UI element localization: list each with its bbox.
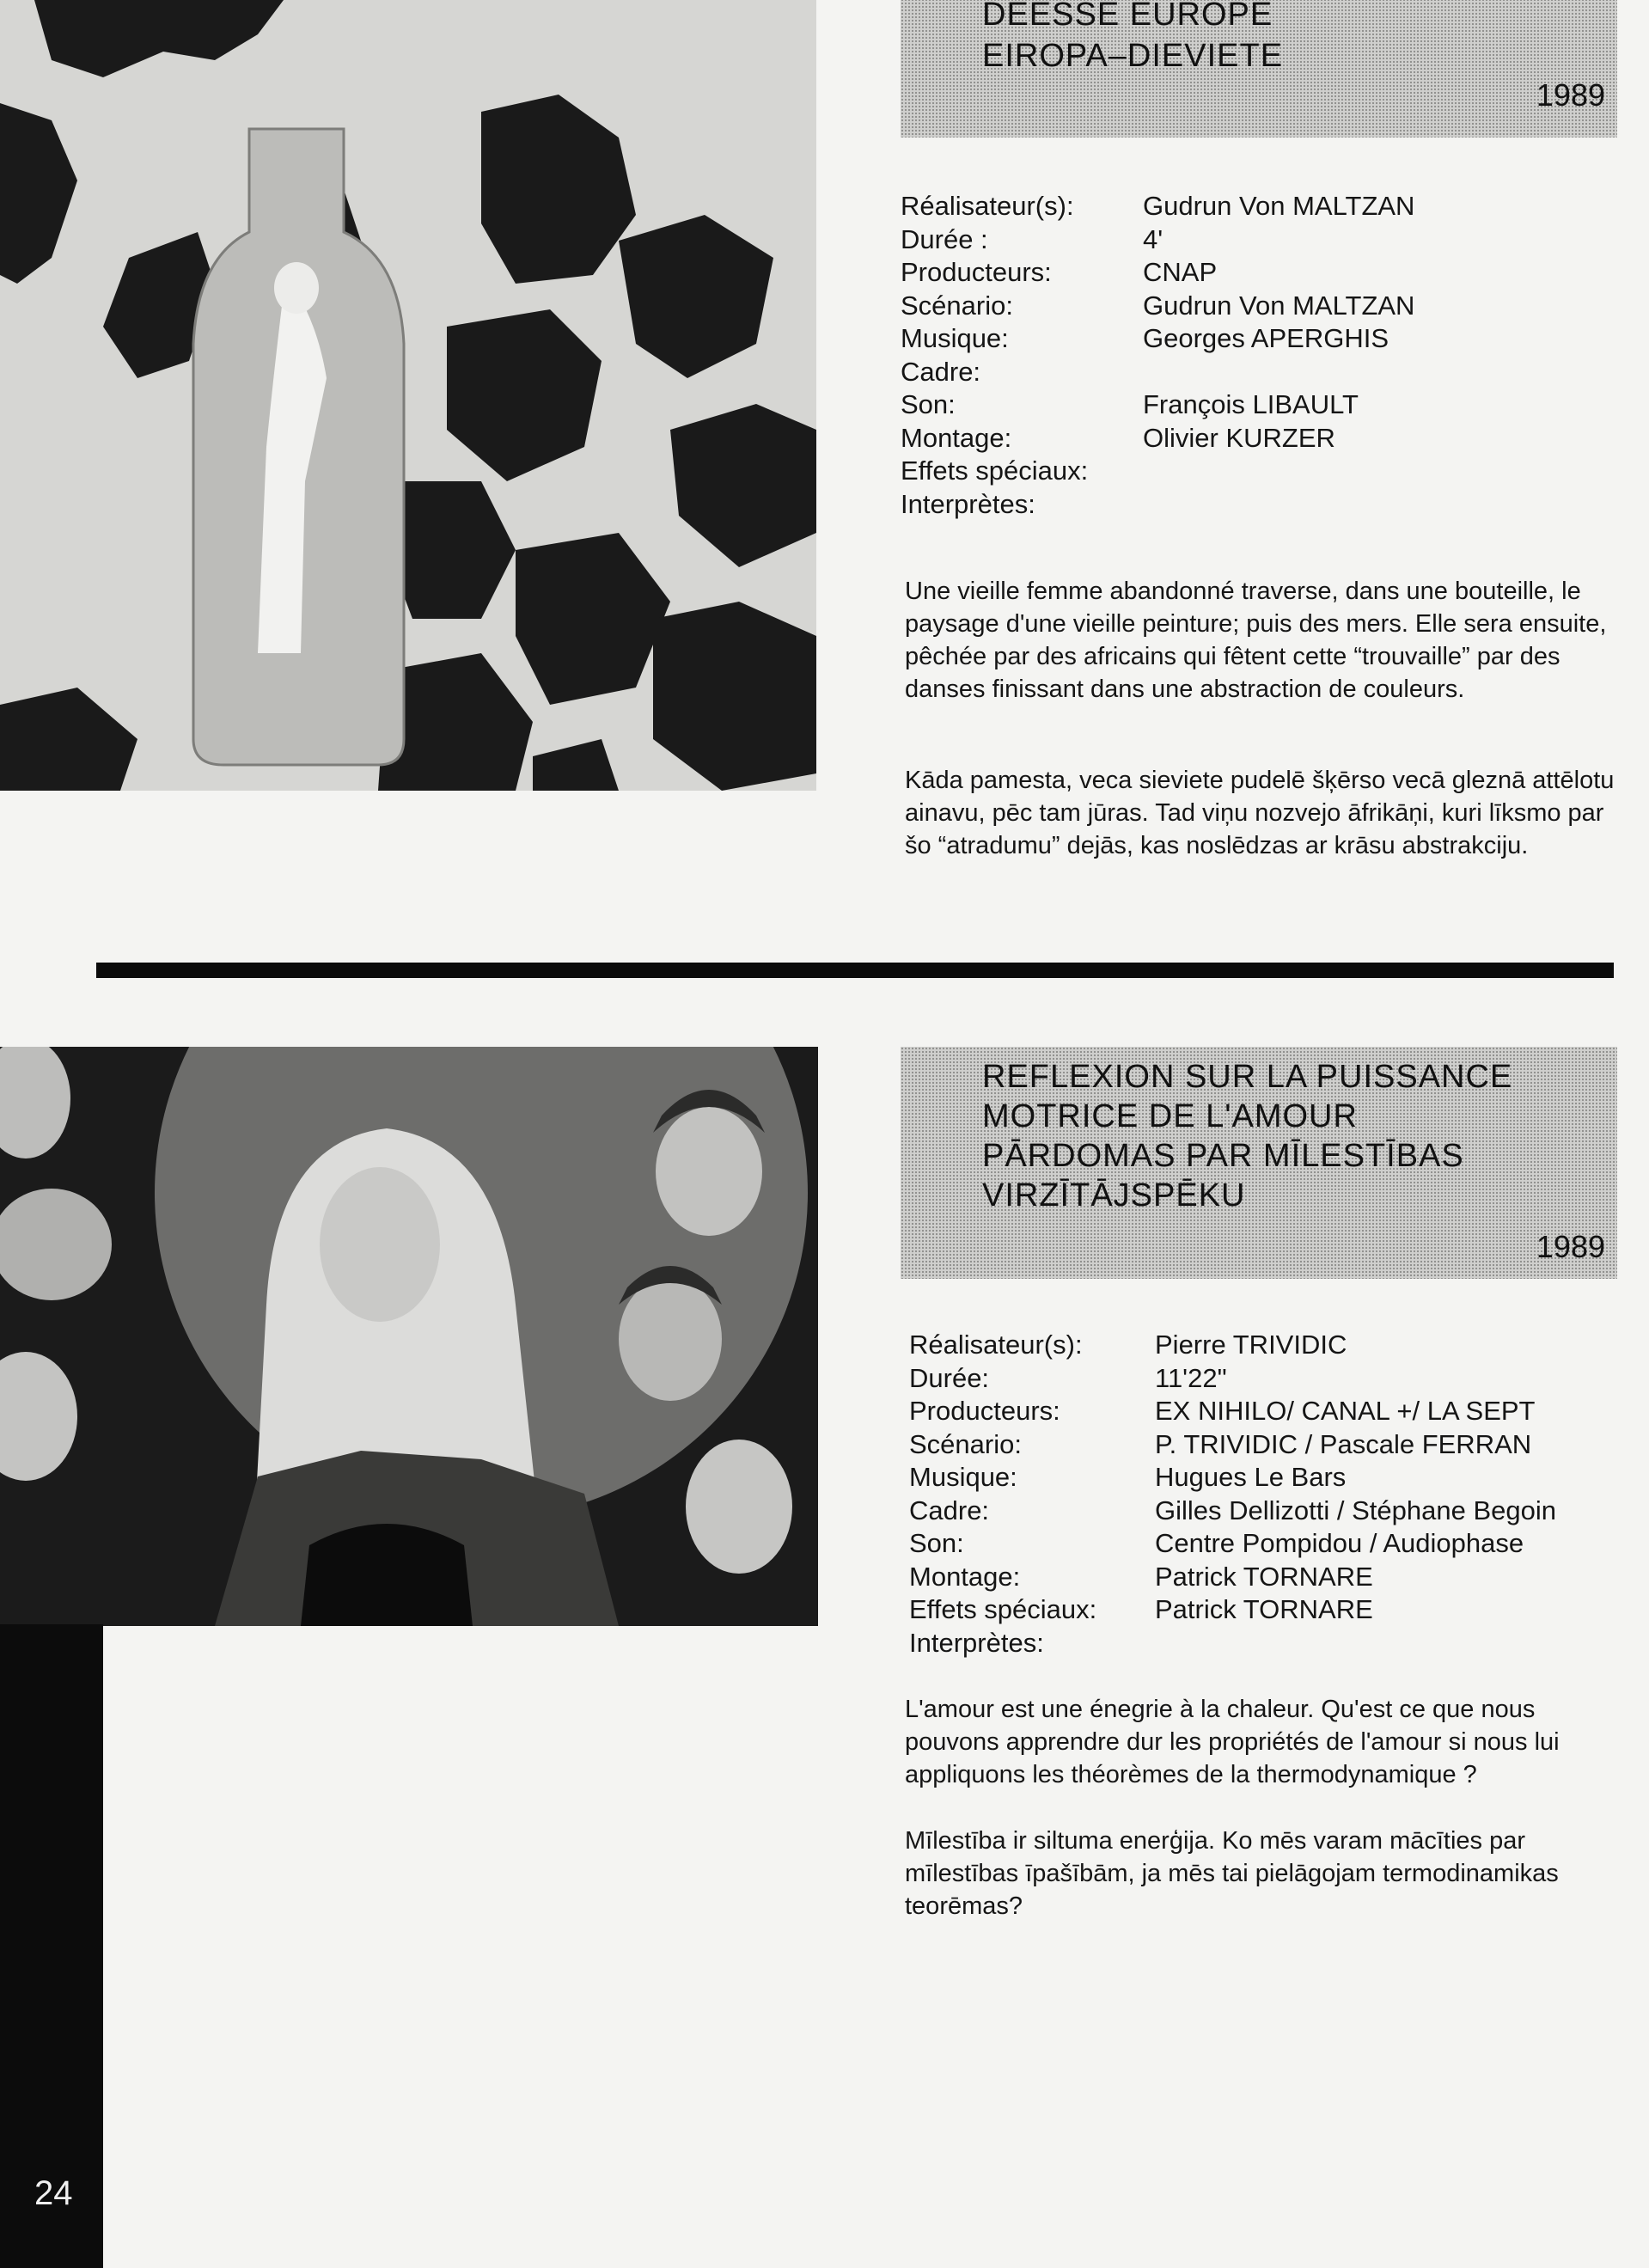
- film-still-deesse-europe: [0, 0, 816, 791]
- film2-title-line-4: VIRZĪTĀJSPĒKU: [982, 1177, 1246, 1213]
- credit-label: Cadre:: [901, 356, 981, 387]
- film1-credits: [901, 190, 1414, 521]
- credit-row: [901, 422, 1414, 455]
- film2-title-box: [901, 1047, 1617, 1279]
- film2-year: 1989: [1536, 1229, 1605, 1264]
- credit-row: [909, 1362, 1556, 1396]
- still-image-hooded-woman: [0, 1047, 818, 1626]
- credit-label: Musique:: [901, 323, 1009, 353]
- credit-label: Effets spéciaux:: [901, 455, 1089, 486]
- credit-row: [901, 223, 1414, 257]
- credit-label: Musique:: [909, 1462, 1017, 1492]
- credit-row: [909, 1527, 1556, 1561]
- credit-row: [901, 322, 1414, 356]
- credit-value: Georges APERGHIS: [1143, 323, 1389, 353]
- credit-label: Son:: [909, 1528, 964, 1558]
- credit-value: François LIBAULT: [1143, 389, 1359, 419]
- film1-year: 1989: [1536, 77, 1605, 113]
- credit-value: Centre Pompidou / Audiophase: [1155, 1528, 1524, 1558]
- credit-label: Interprètes:: [901, 488, 1035, 519]
- credit-row: [901, 356, 1414, 389]
- film1-description-lv: Kāda pamesta, veca sieviete pudelē šķērso vecā gleznā attēlotu ainavu, pēc tam jūras. Tad viņu nozvejo āfrikāņi, kuri līksmo par šo “atradumu” dejās, kas noslēdzas ar krāsu abstrakciju.: [905, 767, 1615, 859]
- film1-title-box: [901, 0, 1617, 138]
- credit-row: [909, 1461, 1556, 1495]
- credit-label: Scénario:: [909, 1428, 1022, 1459]
- film2-title-line-3: PĀRDOMAS PAR MĪLESTĪBAS: [982, 1138, 1464, 1174]
- credit-label: Producteurs:: [901, 257, 1052, 287]
- film2-credits: [909, 1329, 1556, 1660]
- credit-value: 4': [1143, 223, 1163, 254]
- credit-label: Montage:: [901, 422, 1012, 453]
- film-still-reflexion: [0, 1047, 818, 1626]
- film1-description-fr: Une vieille femme abandonné traverse, dans une bouteille, le paysage d'une vieille peinture; puis des mers. Elle sera ensuite, pêchée par des africains qui fêtent cette “trouvaille” par des danses finissant dans une abstraction de couleurs.: [905, 578, 1607, 703]
- credit-label: Durée :: [901, 223, 988, 254]
- section-divider: [96, 963, 1614, 978]
- credit-value: Gudrun Von MALTZAN: [1143, 191, 1415, 221]
- film2-description-fr: L'amour est une énegrie à la chaleur. Qu'est ce que nous pouvons apprendre dur les propriétés de l'amour si nous lui appliquons les théorèmes de la thermodynamique ?: [905, 1696, 1560, 1788]
- credit-row: [909, 1627, 1556, 1660]
- credit-value: Olivier KURZER: [1143, 422, 1335, 453]
- credit-label: Effets spéciaux:: [909, 1594, 1097, 1624]
- credit-value: Patrick TORNARE: [1155, 1561, 1373, 1592]
- credit-row: [901, 290, 1414, 323]
- credit-label: Montage:: [909, 1561, 1021, 1592]
- credit-label: Son:: [901, 389, 956, 419]
- credit-row: [909, 1593, 1556, 1627]
- credit-value: Pierre TRIVIDIC: [1155, 1330, 1347, 1360]
- credit-row: [901, 256, 1414, 290]
- film2-description-lv: Mīlestība ir siltuma enerģija. Ko mēs varam mācīties par mīlestības īpašībām, ja mēs tai pielāgojam termodinamikas teorēmas?: [905, 1827, 1559, 1920]
- film2-title-line-2: MOTRICE DE L'AMOUR: [982, 1098, 1358, 1134]
- credit-row: [909, 1561, 1556, 1594]
- page-number: 24: [34, 2174, 73, 2212]
- credit-row: [909, 1495, 1556, 1528]
- credit-row: [901, 488, 1414, 522]
- credit-label: Producteurs:: [909, 1396, 1060, 1426]
- credit-label: Scénario:: [901, 290, 1013, 321]
- film2-title-line-1: REFLEXION SUR LA PUISSANCE: [982, 1059, 1513, 1095]
- credit-row: [901, 190, 1414, 223]
- credit-value: Hugues Le Bars: [1155, 1462, 1347, 1492]
- credit-row: [901, 388, 1414, 422]
- credit-row: [901, 455, 1414, 488]
- credit-value: 11'22": [1155, 1362, 1227, 1393]
- still-image-bottle-landscape: [0, 0, 816, 791]
- credit-label: Cadre:: [909, 1495, 990, 1525]
- credit-value: EX NIHILO/ CANAL +/ LA SEPT: [1155, 1396, 1536, 1426]
- credit-value: Gilles Dellizotti / Stéphane Begoin: [1155, 1495, 1556, 1525]
- credit-label: Réalisateur(s):: [909, 1330, 1083, 1360]
- credit-value: P. TRIVIDIC / Pascale FERRAN: [1155, 1428, 1532, 1459]
- credit-label: Réalisateur(s):: [901, 191, 1074, 221]
- credit-label: Durée:: [909, 1362, 990, 1393]
- page-sidebar-bar: [0, 1624, 103, 2268]
- credit-row: [909, 1395, 1556, 1428]
- credit-label: Interprètes:: [909, 1627, 1044, 1658]
- credit-value: Gudrun Von MALTZAN: [1143, 290, 1415, 321]
- film1-title-line-1: DEESSE EUROPE: [982, 0, 1273, 33]
- film1-title-line-2: EIROPA–DIEVIETE: [982, 38, 1284, 74]
- credit-row: [909, 1428, 1556, 1462]
- credit-value: CNAP: [1143, 257, 1218, 287]
- credit-value: Patrick TORNARE: [1155, 1594, 1373, 1624]
- credit-row: [909, 1329, 1556, 1362]
